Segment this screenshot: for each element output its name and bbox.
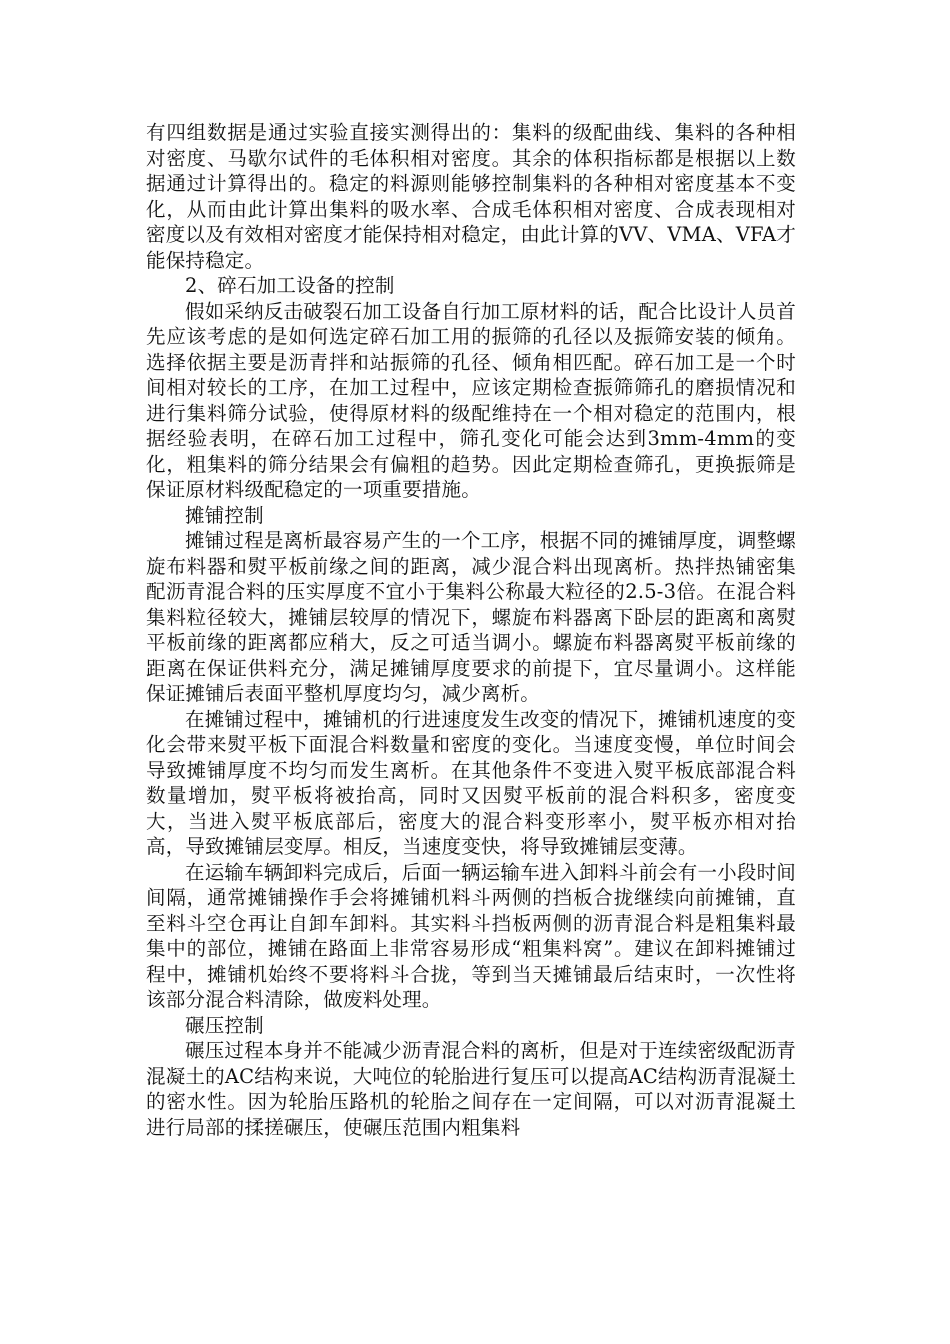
paragraph-compaction: 碾压过程本身并不能减少沥青混合料的离析，但是对于连续密级配沥青混凝土的AC结构来说，大吨位的轮胎进行复压可以提高AC结构沥青混凝土的密水性。因为轮胎压路机的轮胎之间存在一定间隔，可以对沥青混凝土进行局部的揉搓碾压，使碾压范围内粗集料 [146,1039,796,1139]
paragraph-truck-unloading: 在运输车辆卸料完成后，后面一辆运输车进入卸料斗前会有一小段时间间隔，通常摊铺操作手会将摊铺机料斗两侧的挡板合拢继续向前摊铺，直至料斗空仓再让自卸车卸料。其实料斗挡板两侧的沥青混合料是粗集料最集中的部位，摊铺在路面上非常容易形成“粗集料窝”。建议在卸料摊铺过程中，摊铺机始终不要将料斗合拢，等到当天摊铺最后结束时，一次性将该部分混合料清除，做废料处理。 [146,860,796,1011]
paragraph-paver-speed: 在摊铺过程中，摊铺机的行进速度发生改变的情况下，摊铺机速度的变化会带来熨平板下面混合料数量和密度的变化。当速度变慢，单位时间会导致摊铺厚度不均匀而发生离析。在其他条件不变进入熨平板底部混合料数量增加，熨平板将被抬高，同时又因熨平板前的混合料积多，密度变大，当进入熨平板底部后，密度大的混合料变形率小，熨平板亦相对抬高，导致摊铺层变厚。相反，当速度变快，将导致摊铺层变薄。 [146,707,796,858]
paragraph-continuation: 有四组数据是通过实验直接实测得出的：集料的级配曲线、集料的各种相对密度、马歇尔试件的毛体积相对密度。其余的体积指标都是根据以上数据通过计算得出的。稳定的料源则能够控制集料的各种相对密度基本不变化，从而由此计算出集料的吸水率、合成毛体积相对密度、合成表现相对密度以及有效相对密度才能保持相对稳定，由此计算的VV、VMA、VFA才能保持稳定。 [146,121,796,272]
paragraph-crushing-equipment: 假如采纳反击破裂石加工设备自行加工原材料的话，配合比设计人员首先应该考虑的是如何选定碎石加工用的振筛的孔径以及振筛安装的倾角。选择依据主要是沥青拌和站振筛的孔径、倾角相匹配。碎石加工是一个时间相对较长的工序，在加工过程中，应该定期检查振筛筛孔的磨损情况和进行集料筛分试验，使得原材料的级配维持在一个相对稳定的范围内，根据经验表明，在碎石加工过程中，筛孔变化可能会达到3mm-4mm的变化，粗集料的筛分结果会有偏粗的趋势。因此定期检查筛孔，更换振筛是保证原材料级配稳定的一项重要措施。 [146,299,796,501]
section-heading-crushing-equipment: 2、碎石加工设备的控制 [185,274,395,297]
section-heading-paving-control: 摊铺控制 [185,503,264,527]
paragraph-paving-process: 摊铺过程是离析最容易产生的一个工序，根据不同的摊铺厚度，调整螺旋布料器和熨平板前缘之间的距离，减少混合料出现离析。热拌热铺密集配沥青混合料的压实厚度不宜小于集料公称最大粒径的2.5-3倍。在混合料集料粒径较大，摊铺层较厚的情况下，螺旋布料器离下卧层的距离和离熨平板前缘的距离都应稍大，反之可适当调小。螺旋布料器离熨平板前缘的距离在保证供料充分，满足摊铺厚度要求的前提下，宜尽量调小。这样能保证摊铺后表面平整机厚度均匀，减少离析。 [146,529,796,705]
document-body [146,120,796,1140]
section-heading-compaction-control: 碾压控制 [185,1013,264,1037]
